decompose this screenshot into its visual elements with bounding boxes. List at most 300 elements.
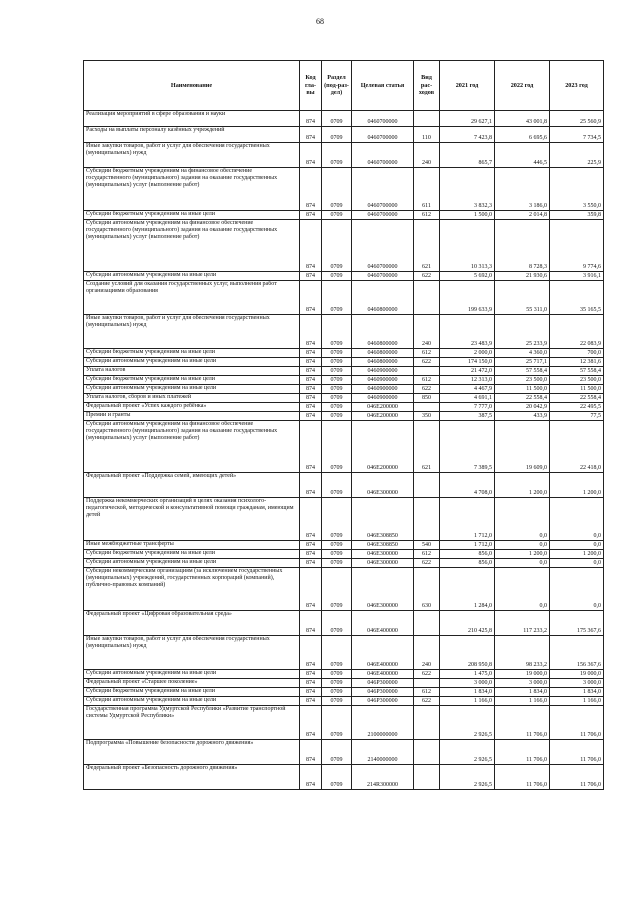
row-value-2022: 21 930,6	[495, 272, 550, 281]
row-value-2021: 23 483,9	[440, 315, 495, 349]
row-value-2022: 1 834,0	[495, 688, 550, 697]
row-value-2021: 2 926,5	[440, 740, 495, 765]
row-value-2023: 22 558,4	[550, 394, 604, 403]
row-expense-kind: 240	[414, 636, 440, 670]
row-value-2022: 1 166,0	[495, 697, 550, 706]
table-row	[84, 498, 604, 541]
table-row	[84, 740, 604, 765]
row-value-2021: 1 500,0	[440, 211, 495, 220]
row-expense-kind: 622	[414, 670, 440, 679]
row-section: 0709	[322, 670, 352, 679]
row-target-article: 0460800000	[352, 349, 414, 358]
row-expense-kind: 622	[414, 272, 440, 281]
row-chapter-code: 874	[300, 143, 322, 168]
row-section: 0709	[322, 611, 352, 636]
row-section: 0709	[322, 688, 352, 697]
row-value-2023: 25 560,9	[550, 111, 604, 127]
row-target-article: 2100000000	[352, 706, 414, 740]
table-row	[84, 412, 604, 421]
row-section: 0709	[322, 550, 352, 559]
table-row	[84, 611, 604, 636]
row-value-2022: 117 233,2	[495, 611, 550, 636]
row-value-2023: 57 558,4	[550, 367, 604, 376]
table-row	[84, 143, 604, 168]
row-value-2023: 11 706,0	[550, 765, 604, 790]
table-row	[84, 111, 604, 127]
row-value-2021: 3 000,0	[440, 679, 495, 688]
row-target-article: 0460900000	[352, 376, 414, 385]
row-value-2022: 57 558,4	[495, 367, 550, 376]
row-value-2021: 199 633,9	[440, 281, 495, 315]
row-expense-kind: 240	[414, 315, 440, 349]
row-chapter-code: 874	[300, 111, 322, 127]
row-value-2023: 22 418,0	[550, 421, 604, 473]
row-chapter-code: 874	[300, 559, 322, 568]
row-section: 0709	[322, 765, 352, 790]
table-row	[84, 636, 604, 670]
row-target-article: 046E200000	[352, 403, 414, 412]
row-expense-kind: 612	[414, 688, 440, 697]
table-row	[84, 349, 604, 358]
row-value-2022: 2 014,8	[495, 211, 550, 220]
row-expense-kind	[414, 473, 440, 498]
row-value-2022: 0,0	[495, 559, 550, 568]
row-name: Уплата налогов, сборов и иных платежей	[84, 394, 300, 403]
table-row	[84, 473, 604, 498]
row-section: 0709	[322, 358, 352, 367]
table-row	[84, 385, 604, 394]
row-target-article: 046E400000	[352, 670, 414, 679]
row-section: 0709	[322, 421, 352, 473]
row-value-2023: 11 706,0	[550, 706, 604, 740]
table-row	[84, 421, 604, 473]
row-value-2023: 0,0	[550, 559, 604, 568]
table-row	[84, 315, 604, 349]
row-section: 0709	[322, 706, 352, 740]
row-name: Иные закупки товаров, работ и услуг для обеспечения государственных (муниципальных) нужд	[84, 636, 300, 670]
table-body	[84, 111, 604, 790]
row-value-2021: 208 950,8	[440, 636, 495, 670]
row-value-2023: 9 774,6	[550, 220, 604, 272]
row-name: Иные закупки товаров, работ и услуг для обеспечения государственных (муниципальных) нужд	[84, 143, 300, 168]
header-chapter-code: Код гла-вы	[300, 61, 322, 111]
row-name: Создание условий для оказания государственных услуг, выполнения работ организациями образования	[84, 281, 300, 315]
row-chapter-code: 874	[300, 168, 322, 211]
row-section: 0709	[322, 111, 352, 127]
row-chapter-code: 874	[300, 740, 322, 765]
row-value-2022: 20 042,9	[495, 403, 550, 412]
row-expense-kind	[414, 498, 440, 541]
row-name: Субсидии автономным учреждениям на иные цели	[84, 559, 300, 568]
row-name: Федеральный проект «Цифровая образовательная среда»	[84, 611, 300, 636]
row-name: Субсидии некоммерческим организациям (за исключением государственных (муниципальных) учреждений, государственных корпораций (компаний), публично-правовых компаний)	[84, 568, 300, 611]
row-chapter-code: 874	[300, 281, 322, 315]
row-name: Подпрограмма «Повышение безопасности дорожного движения»	[84, 740, 300, 765]
table-header-row	[84, 61, 604, 111]
row-expense-kind	[414, 281, 440, 315]
table-row	[84, 670, 604, 679]
row-value-2022: 0,0	[495, 498, 550, 541]
row-target-article: 0460900000	[352, 394, 414, 403]
table-row	[84, 127, 604, 143]
row-section: 0709	[322, 385, 352, 394]
row-target-article: 0460700000	[352, 111, 414, 127]
row-value-2021: 5 692,0	[440, 272, 495, 281]
row-name: Федеральный проект «Успех каждого ребёнка»	[84, 403, 300, 412]
row-name: Субсидии автономным учреждениям на финансовое обеспечение государственного (муниципального) задания на оказание государственных (муниципальных) услуг (выполнение работ)	[84, 220, 300, 272]
row-section: 0709	[322, 281, 352, 315]
row-expense-kind	[414, 403, 440, 412]
table-row	[84, 679, 604, 688]
row-value-2022: 1 200,0	[495, 473, 550, 498]
row-value-2022: 4 360,0	[495, 349, 550, 358]
row-name: Субсидии автономным учреждениям на иные цели	[84, 385, 300, 394]
row-target-article: 046P300000	[352, 697, 414, 706]
row-section: 0709	[322, 568, 352, 611]
row-target-article: 046P300000	[352, 679, 414, 688]
row-section: 0709	[322, 394, 352, 403]
table-row	[84, 367, 604, 376]
row-value-2023: 22 083,9	[550, 315, 604, 349]
row-value-2023: 1 200,0	[550, 473, 604, 498]
row-value-2022: 6 695,6	[495, 127, 550, 143]
row-chapter-code: 874	[300, 394, 322, 403]
row-target-article: 0460900000	[352, 367, 414, 376]
row-value-2023: 156 367,6	[550, 636, 604, 670]
row-value-2023: 175 367,6	[550, 611, 604, 636]
row-target-article: 046E308850	[352, 498, 414, 541]
row-target-article: 0460800000	[352, 358, 414, 367]
row-chapter-code: 874	[300, 211, 322, 220]
row-name: Субсидии бюджетным учреждениям на иные цели	[84, 349, 300, 358]
row-value-2022: 19 000,0	[495, 670, 550, 679]
row-expense-kind: 612	[414, 211, 440, 220]
row-value-2021: 10 313,3	[440, 220, 495, 272]
row-value-2022: 23 500,0	[495, 376, 550, 385]
row-target-article: 046E300000	[352, 568, 414, 611]
row-name: Федеральный проект «Безопасность дорожного движения»	[84, 765, 300, 790]
row-expense-kind: 110	[414, 127, 440, 143]
row-value-2021: 1 834,0	[440, 688, 495, 697]
row-target-article: 214R300000	[352, 765, 414, 790]
row-value-2023: 3 550,0	[550, 168, 604, 211]
row-chapter-code: 874	[300, 568, 322, 611]
row-value-2023: 22 495,5	[550, 403, 604, 412]
row-value-2023: 19 000,0	[550, 670, 604, 679]
row-expense-kind	[414, 367, 440, 376]
row-target-article: 0460700000	[352, 211, 414, 220]
row-chapter-code: 874	[300, 367, 322, 376]
row-target-article: 0460700000	[352, 220, 414, 272]
row-expense-kind: 622	[414, 385, 440, 394]
row-expense-kind: 622	[414, 697, 440, 706]
row-value-2022: 55 311,0	[495, 281, 550, 315]
row-value-2022: 25 717,1	[495, 358, 550, 367]
row-chapter-code: 874	[300, 679, 322, 688]
table-row	[84, 568, 604, 611]
row-value-2022: 1 200,0	[495, 550, 550, 559]
header-section: Раздел (под-раз-дел)	[322, 61, 352, 111]
row-value-2023: 35 165,5	[550, 281, 604, 315]
row-chapter-code: 874	[300, 706, 322, 740]
row-value-2023: 11 706,0	[550, 740, 604, 765]
row-value-2021: 856,0	[440, 559, 495, 568]
table-row	[84, 168, 604, 211]
row-chapter-code: 874	[300, 220, 322, 272]
row-value-2023: 225,9	[550, 143, 604, 168]
row-target-article: 046E300000	[352, 559, 414, 568]
row-section: 0709	[322, 697, 352, 706]
row-section: 0709	[322, 412, 352, 421]
row-chapter-code: 874	[300, 272, 322, 281]
table-row	[84, 281, 604, 315]
row-section: 0709	[322, 367, 352, 376]
row-value-2023: 12 381,6	[550, 358, 604, 367]
row-value-2023: 11 500,0	[550, 385, 604, 394]
row-name: Государственная программа Удмуртской Республики «Развитие транспортной системы Удмуртской Республики»	[84, 706, 300, 740]
row-expense-kind	[414, 765, 440, 790]
row-expense-kind: 540	[414, 541, 440, 550]
row-value-2021: 2 926,5	[440, 765, 495, 790]
table-row	[84, 272, 604, 281]
row-value-2021: 29 627,1	[440, 111, 495, 127]
budget-table	[83, 60, 604, 790]
row-name: Иные межбюджетные трансферты	[84, 541, 300, 550]
row-value-2022: 0,0	[495, 541, 550, 550]
row-section: 0709	[322, 740, 352, 765]
row-section: 0709	[322, 168, 352, 211]
row-section: 0709	[322, 143, 352, 168]
table-row	[84, 550, 604, 559]
row-value-2022: 25 233,9	[495, 315, 550, 349]
page-number: 68	[316, 17, 324, 26]
row-value-2021: 865,7	[440, 143, 495, 168]
row-target-article: 046E300000	[352, 550, 414, 559]
row-chapter-code: 874	[300, 670, 322, 679]
row-value-2021: 7 423,8	[440, 127, 495, 143]
row-name: Субсидии бюджетным учреждениям на иные цели	[84, 550, 300, 559]
row-chapter-code: 874	[300, 315, 322, 349]
table-row	[84, 211, 604, 220]
row-value-2023: 0,0	[550, 568, 604, 611]
row-value-2023: 23 500,0	[550, 376, 604, 385]
header-2021: 2021 год	[440, 61, 495, 111]
row-section: 0709	[322, 376, 352, 385]
table-row	[84, 358, 604, 367]
row-expense-kind	[414, 611, 440, 636]
row-value-2022: 22 558,4	[495, 394, 550, 403]
row-chapter-code: 874	[300, 697, 322, 706]
row-value-2023: 77,5	[550, 412, 604, 421]
row-target-article: 046E308850	[352, 541, 414, 550]
table-row	[84, 688, 604, 697]
row-value-2021: 4 467,9	[440, 385, 495, 394]
row-chapter-code: 874	[300, 412, 322, 421]
row-expense-kind	[414, 679, 440, 688]
row-value-2021: 7 777,0	[440, 403, 495, 412]
row-chapter-code: 874	[300, 376, 322, 385]
row-expense-kind	[414, 740, 440, 765]
row-expense-kind: 612	[414, 550, 440, 559]
row-name: Федеральный проект «Старшее поколение»	[84, 679, 300, 688]
row-name: Субсидии автономным учреждениям на иные цели	[84, 272, 300, 281]
row-expense-kind: 612	[414, 349, 440, 358]
row-expense-kind: 850	[414, 394, 440, 403]
row-name: Поддержка некоммерческих организаций в целях оказания психолого-педагогической, методической и консультативной помощи гражданам, имеющим детей	[84, 498, 300, 541]
row-value-2022: 98 233,2	[495, 636, 550, 670]
row-value-2022: 11 706,0	[495, 740, 550, 765]
row-section: 0709	[322, 541, 352, 550]
row-value-2021: 856,0	[440, 550, 495, 559]
row-value-2023: 700,0	[550, 349, 604, 358]
row-name: Субсидии автономным учреждениям на иные цели	[84, 670, 300, 679]
row-expense-kind: 622	[414, 559, 440, 568]
table-row	[84, 559, 604, 568]
table-row	[84, 403, 604, 412]
row-value-2021: 4 708,0	[440, 473, 495, 498]
table-row	[84, 706, 604, 740]
row-name: Субсидии автономным учреждениям на иные цели	[84, 358, 300, 367]
row-target-article: 046E200000	[352, 421, 414, 473]
table-row	[84, 376, 604, 385]
row-section: 0709	[322, 211, 352, 220]
row-chapter-code: 874	[300, 498, 322, 541]
row-name: Уплата налогов	[84, 367, 300, 376]
row-value-2022: 3 186,0	[495, 168, 550, 211]
row-chapter-code: 874	[300, 403, 322, 412]
row-expense-kind: 611	[414, 168, 440, 211]
row-expense-kind: 630	[414, 568, 440, 611]
row-name: Расходы на выплаты персоналу казённых учреждений	[84, 127, 300, 143]
row-chapter-code: 874	[300, 127, 322, 143]
row-expense-kind: 612	[414, 376, 440, 385]
row-value-2021: 387,5	[440, 412, 495, 421]
row-section: 0709	[322, 498, 352, 541]
row-value-2021: 1 284,0	[440, 568, 495, 611]
row-value-2022: 0,0	[495, 568, 550, 611]
row-name: Реализация мероприятий в сфере образования и науки	[84, 111, 300, 127]
row-value-2023: 1 166,0	[550, 697, 604, 706]
row-name: Иные закупки товаров, работ и услуг для обеспечения государственных (муниципальных) нужд	[84, 315, 300, 349]
row-target-article: 046P300000	[352, 688, 414, 697]
row-name: Субсидии бюджетным учреждениям на финансовое обеспечение государственного (муниципального) задания на оказание государственных (муниципальных) услуг (выполнение работ)	[84, 168, 300, 211]
row-expense-kind	[414, 706, 440, 740]
row-target-article: 046E200000	[352, 412, 414, 421]
row-value-2021: 1 712,0	[440, 498, 495, 541]
row-target-article: 0460700000	[352, 127, 414, 143]
row-section: 0709	[322, 349, 352, 358]
row-chapter-code: 874	[300, 473, 322, 498]
row-target-article: 0460700000	[352, 143, 414, 168]
row-value-2023: 0,0	[550, 498, 604, 541]
row-value-2022: 19 609,0	[495, 421, 550, 473]
row-value-2023: 7 734,5	[550, 127, 604, 143]
row-value-2022: 446,5	[495, 143, 550, 168]
row-name: Субсидии бюджетным учреждениям на иные цели	[84, 688, 300, 697]
row-value-2021: 1 475,0	[440, 670, 495, 679]
row-section: 0709	[322, 636, 352, 670]
row-value-2023: 359,8	[550, 211, 604, 220]
row-target-article: 046E300000	[352, 473, 414, 498]
row-value-2022: 433,9	[495, 412, 550, 421]
row-name: Субсидии автономным учреждениям на иные цели	[84, 697, 300, 706]
row-value-2021: 21 472,0	[440, 367, 495, 376]
row-section: 0709	[322, 403, 352, 412]
header-2023: 2023 год	[550, 61, 604, 111]
table-row	[84, 220, 604, 272]
row-value-2022: 11 500,0	[495, 385, 550, 394]
row-chapter-code: 874	[300, 550, 322, 559]
row-target-article: 2140000000	[352, 740, 414, 765]
row-target-article: 0460700000	[352, 272, 414, 281]
row-value-2021: 1 712,0	[440, 541, 495, 550]
row-target-article: 0460700000	[352, 168, 414, 211]
row-name: Субсидии автономным учреждениям на финансовое обеспечение государственного (муниципального) задания на оказание государственных (муниципальных) услуг (выполнение работ)	[84, 421, 300, 473]
row-expense-kind: 621	[414, 220, 440, 272]
row-chapter-code: 874	[300, 385, 322, 394]
row-value-2022: 11 706,0	[495, 765, 550, 790]
header-target-article: Целевая статья	[352, 61, 414, 111]
row-target-article: 0460900000	[352, 385, 414, 394]
header-name: Наименование	[84, 61, 300, 111]
table-row	[84, 697, 604, 706]
table-row	[84, 765, 604, 790]
row-value-2021: 3 832,3	[440, 168, 495, 211]
row-value-2022: 43 001,8	[495, 111, 550, 127]
row-target-article: 0460800000	[352, 281, 414, 315]
row-value-2022: 11 706,0	[495, 706, 550, 740]
row-expense-kind	[414, 111, 440, 127]
table-row	[84, 541, 604, 550]
row-chapter-code: 874	[300, 765, 322, 790]
row-chapter-code: 874	[300, 636, 322, 670]
row-name: Субсидии бюджетным учреждениям на иные цели	[84, 376, 300, 385]
row-name: Премии и гранты	[84, 412, 300, 421]
row-target-article: 0460800000	[352, 315, 414, 349]
row-value-2021: 2 000,0	[440, 349, 495, 358]
row-value-2022: 3 000,0	[495, 679, 550, 688]
row-expense-kind: 622	[414, 358, 440, 367]
row-value-2021: 1 166,0	[440, 697, 495, 706]
row-name: Субсидии бюджетным учреждениям на иные цели	[84, 211, 300, 220]
row-chapter-code: 874	[300, 611, 322, 636]
row-target-article: 046E400000	[352, 611, 414, 636]
row-value-2021: 174 150,0	[440, 358, 495, 367]
header-2022: 2022 год	[495, 61, 550, 111]
row-target-article: 046E400000	[352, 636, 414, 670]
row-value-2023: 1 834,0	[550, 688, 604, 697]
header-expense-kind: Вид рас-ходов	[414, 61, 440, 111]
row-value-2023: 1 200,0	[550, 550, 604, 559]
row-chapter-code: 874	[300, 358, 322, 367]
row-section: 0709	[322, 679, 352, 688]
row-value-2021: 4 691,1	[440, 394, 495, 403]
row-value-2023: 3 000,0	[550, 679, 604, 688]
row-name: Федеральный проект «Поддержка семей, имеющих детей»	[84, 473, 300, 498]
row-value-2021: 210 425,8	[440, 611, 495, 636]
row-value-2022: 8 728,3	[495, 220, 550, 272]
row-expense-kind: 240	[414, 143, 440, 168]
table-row	[84, 394, 604, 403]
row-chapter-code: 874	[300, 541, 322, 550]
row-chapter-code: 874	[300, 421, 322, 473]
row-section: 0709	[322, 473, 352, 498]
row-section: 0709	[322, 220, 352, 272]
row-value-2023: 0,0	[550, 541, 604, 550]
row-value-2021: 7 389,5	[440, 421, 495, 473]
row-section: 0709	[322, 272, 352, 281]
row-chapter-code: 874	[300, 349, 322, 358]
